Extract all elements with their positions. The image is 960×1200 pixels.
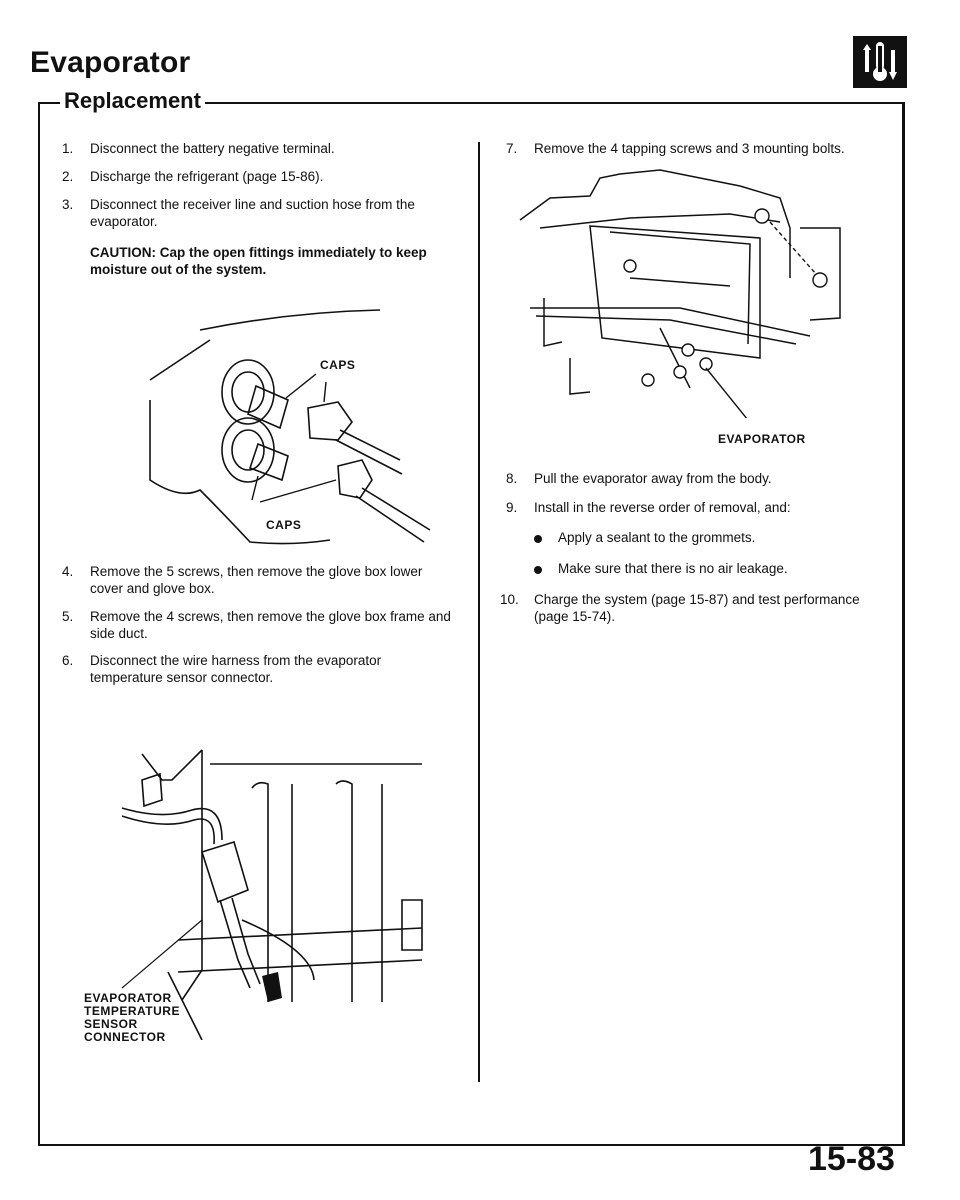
page-title: Evaporator: [30, 46, 191, 79]
step-text: Discharge the refrigerant (page 15-86).: [90, 169, 324, 184]
step-text: Pull the evaporator away from the body.: [534, 471, 772, 486]
step-text: Disconnect the receiver line and suction hose from the evaporator.: [90, 197, 415, 229]
label-line: TEMPERATURE: [84, 1004, 180, 1018]
step-number: 5.: [62, 609, 74, 624]
bullet-item: [534, 530, 874, 547]
step-number: 10.: [500, 592, 519, 607]
caps-label-top: CAPS: [320, 358, 356, 372]
ac-temperature-icon-graphic: [853, 36, 907, 88]
step-4: [62, 563, 454, 597]
page-number: 15-83: [808, 1140, 895, 1178]
bullet-item: [534, 561, 874, 578]
step-text: Remove the 4 screws, then remove the glove box frame and side duct.: [90, 609, 451, 641]
step-number: 4.: [62, 564, 74, 579]
evaporator-figure: [510, 168, 850, 418]
step-text: Remove the 5 screws, then remove the glove box lower cover and glove box.: [90, 564, 423, 596]
step-1: [62, 140, 454, 157]
section-title: Replacement: [60, 88, 205, 114]
step-2: [62, 168, 454, 185]
bullet-dot: [534, 535, 542, 543]
step-9: [506, 499, 878, 516]
caps-figure: [140, 290, 450, 550]
step-8: [506, 470, 878, 487]
label-line: EVAPORATOR: [84, 991, 172, 1005]
evaporator-label: EVAPORATOR: [718, 432, 806, 446]
column-divider: [478, 142, 480, 1082]
step-number: 7.: [506, 141, 518, 156]
step-10: [500, 591, 878, 625]
step-number: 8.: [506, 471, 518, 486]
step-text: Install in the reverse order of removal, and:: [534, 500, 791, 515]
step-6: [62, 652, 454, 686]
caution-note: CAUTION: Cap the open fittings immediately to keep moisture out of the system.: [90, 245, 427, 277]
caps-label-bottom: CAPS: [266, 518, 302, 532]
bullet-dot: [534, 566, 542, 574]
label-line: SENSOR: [84, 1017, 138, 1031]
bullet-text: Apply a sealant to the grommets.: [558, 530, 756, 545]
step-text: Charge the system (page 15-87) and test performance (page 15-74).: [534, 592, 860, 624]
step-number: 2.: [62, 169, 74, 184]
sensor-connector-label: [84, 992, 180, 1044]
step-7: [506, 140, 878, 157]
step-number: 3.: [62, 197, 74, 212]
step-text: Disconnect the battery negative terminal.: [90, 141, 335, 156]
step-number: 6.: [62, 653, 74, 668]
step-number: 9.: [506, 500, 518, 515]
label-line: CONNECTOR: [84, 1030, 166, 1044]
bullet-text: Make sure that there is no air leakage.: [558, 561, 788, 576]
step-5: [62, 608, 454, 642]
step-number: 1.: [62, 141, 74, 156]
step-text: Remove the 4 tapping screws and 3 mounting bolts.: [534, 141, 845, 156]
ac-temperature-icon: [853, 36, 907, 88]
step-text: Disconnect the wire harness from the evaporator temperature sensor connector.: [90, 653, 382, 685]
step-3: [62, 196, 454, 230]
